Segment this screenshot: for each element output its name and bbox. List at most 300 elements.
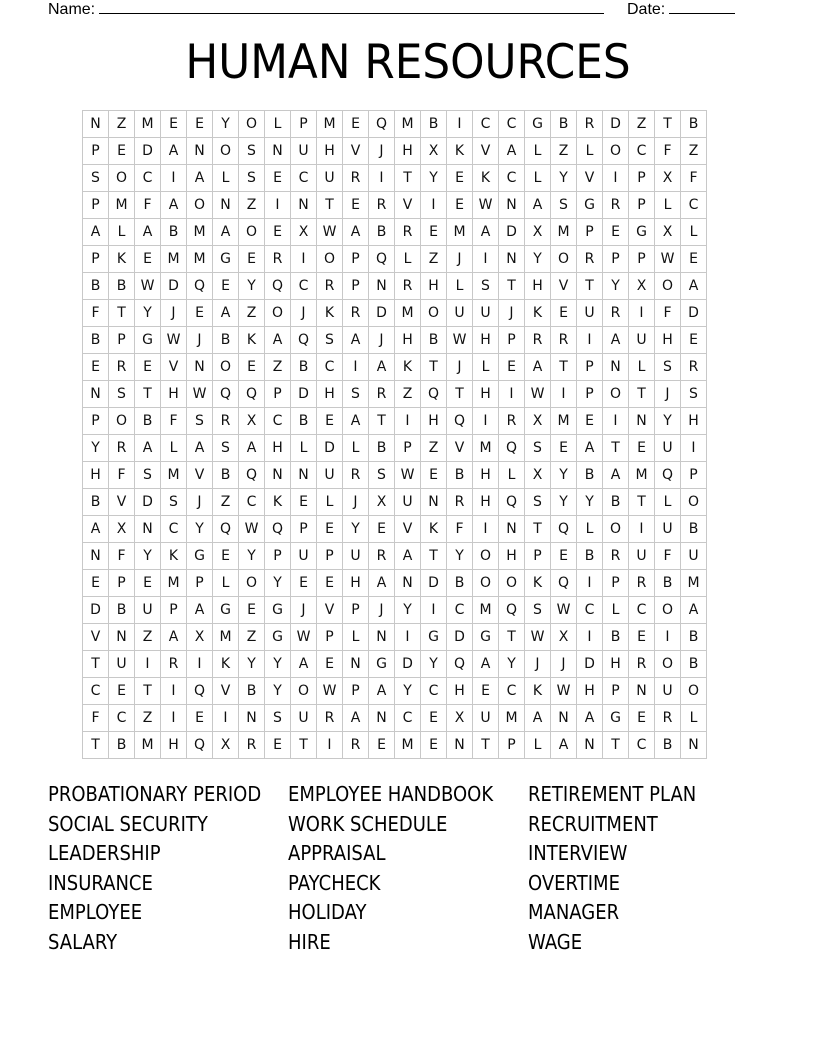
grid-cell[interactable]: T [83, 651, 109, 678]
grid-cell[interactable]: H [473, 489, 499, 516]
grid-cell[interactable]: N [265, 138, 291, 165]
grid-cell[interactable]: Q [499, 435, 525, 462]
grid-cell[interactable]: A [213, 300, 239, 327]
grid-cell[interactable]: X [369, 489, 395, 516]
grid-cell[interactable]: B [447, 462, 473, 489]
grid-cell[interactable]: X [655, 165, 681, 192]
grid-cell[interactable]: L [213, 570, 239, 597]
grid-cell[interactable]: C [317, 354, 343, 381]
grid-cell[interactable]: Z [239, 300, 265, 327]
grid-cell[interactable]: N [239, 705, 265, 732]
grid-cell[interactable]: Z [239, 624, 265, 651]
date-blank-line[interactable] [669, 0, 735, 14]
grid-cell[interactable]: E [421, 462, 447, 489]
grid-cell[interactable]: M [395, 300, 421, 327]
grid-cell[interactable]: E [291, 489, 317, 516]
grid-cell[interactable]: E [213, 273, 239, 300]
grid-cell[interactable]: N [629, 678, 655, 705]
grid-cell[interactable]: J [161, 300, 187, 327]
grid-cell[interactable]: A [187, 597, 213, 624]
grid-cell[interactable]: E [369, 516, 395, 543]
grid-cell[interactable]: A [525, 705, 551, 732]
grid-cell[interactable]: N [83, 543, 109, 570]
grid-cell[interactable]: P [603, 570, 629, 597]
grid-cell[interactable]: L [499, 462, 525, 489]
grid-cell[interactable]: L [525, 732, 551, 759]
grid-cell[interactable]: P [291, 111, 317, 138]
grid-cell[interactable]: B [135, 408, 161, 435]
grid-cell[interactable]: D [603, 111, 629, 138]
grid-cell[interactable]: Y [135, 300, 161, 327]
grid-cell[interactable]: R [317, 273, 343, 300]
grid-cell[interactable]: W [473, 192, 499, 219]
grid-cell[interactable]: P [317, 624, 343, 651]
grid-cell[interactable]: W [447, 327, 473, 354]
grid-cell[interactable]: N [83, 111, 109, 138]
grid-cell[interactable]: I [265, 192, 291, 219]
grid-cell[interactable]: B [109, 597, 135, 624]
grid-cell[interactable]: D [447, 624, 473, 651]
grid-cell[interactable]: U [629, 327, 655, 354]
grid-cell[interactable]: W [161, 327, 187, 354]
name-field[interactable] [48, 0, 604, 20]
grid-cell[interactable]: E [421, 705, 447, 732]
grid-cell[interactable]: H [317, 381, 343, 408]
grid-cell[interactable]: V [473, 138, 499, 165]
grid-cell[interactable]: Q [447, 651, 473, 678]
grid-cell[interactable]: P [603, 246, 629, 273]
grid-cell[interactable]: M [629, 462, 655, 489]
grid-cell[interactable]: B [655, 732, 681, 759]
grid-cell[interactable]: A [473, 651, 499, 678]
grid-cell[interactable]: Z [135, 624, 161, 651]
grid-cell[interactable]: C [291, 165, 317, 192]
grid-cell[interactable]: V [395, 516, 421, 543]
grid-cell[interactable]: H [421, 273, 447, 300]
grid-cell[interactable]: K [265, 489, 291, 516]
grid-cell[interactable]: Q [499, 597, 525, 624]
grid-cell[interactable]: B [291, 408, 317, 435]
grid-cell[interactable]: F [135, 192, 161, 219]
grid-cell[interactable]: C [577, 597, 603, 624]
grid-cell[interactable]: O [551, 246, 577, 273]
grid-cell[interactable]: I [395, 624, 421, 651]
grid-cell[interactable]: U [447, 300, 473, 327]
grid-cell[interactable]: T [395, 165, 421, 192]
grid-cell[interactable]: L [213, 165, 239, 192]
grid-cell[interactable]: U [291, 138, 317, 165]
grid-cell[interactable]: B [447, 570, 473, 597]
grid-cell[interactable]: P [343, 273, 369, 300]
grid-cell[interactable]: O [291, 678, 317, 705]
grid-cell[interactable]: O [265, 300, 291, 327]
grid-cell[interactable]: B [239, 678, 265, 705]
grid-cell[interactable]: Q [187, 732, 213, 759]
grid-cell[interactable]: H [317, 138, 343, 165]
grid-cell[interactable]: N [629, 408, 655, 435]
grid-cell[interactable]: C [109, 705, 135, 732]
grid-cell[interactable]: A [213, 219, 239, 246]
grid-cell[interactable]: X [187, 624, 213, 651]
grid-cell[interactable]: I [473, 246, 499, 273]
grid-cell[interactable]: P [161, 597, 187, 624]
grid-cell[interactable]: T [291, 732, 317, 759]
grid-cell[interactable]: B [369, 435, 395, 462]
grid-cell[interactable]: Y [135, 543, 161, 570]
grid-cell[interactable]: A [161, 138, 187, 165]
grid-cell[interactable]: H [343, 570, 369, 597]
grid-cell[interactable]: K [317, 300, 343, 327]
grid-cell[interactable]: M [213, 624, 239, 651]
grid-cell[interactable]: N [83, 381, 109, 408]
grid-cell[interactable]: K [525, 300, 551, 327]
grid-cell[interactable]: B [681, 651, 707, 678]
grid-cell[interactable]: E [265, 732, 291, 759]
grid-cell[interactable]: N [499, 516, 525, 543]
grid-cell[interactable]: E [135, 570, 161, 597]
grid-cell[interactable]: P [109, 570, 135, 597]
grid-cell[interactable]: I [317, 732, 343, 759]
grid-cell[interactable]: O [213, 354, 239, 381]
grid-cell[interactable]: N [109, 624, 135, 651]
grid-cell[interactable]: Y [421, 651, 447, 678]
grid-cell[interactable]: W [291, 624, 317, 651]
grid-cell[interactable]: O [109, 165, 135, 192]
grid-cell[interactable]: D [83, 597, 109, 624]
grid-cell[interactable]: C [161, 516, 187, 543]
grid-cell[interactable]: Q [265, 273, 291, 300]
grid-cell[interactable]: Q [369, 246, 395, 273]
grid-cell[interactable]: J [551, 651, 577, 678]
grid-cell[interactable]: R [629, 651, 655, 678]
grid-cell[interactable]: Z [421, 435, 447, 462]
grid-cell[interactable]: A [161, 192, 187, 219]
grid-cell[interactable]: Y [395, 678, 421, 705]
grid-cell[interactable]: M [473, 435, 499, 462]
grid-cell[interactable]: J [291, 597, 317, 624]
grid-cell[interactable]: Y [265, 651, 291, 678]
grid-cell[interactable]: V [447, 435, 473, 462]
date-field[interactable] [627, 0, 735, 20]
grid-cell[interactable]: R [317, 705, 343, 732]
grid-cell[interactable]: V [213, 678, 239, 705]
grid-cell[interactable]: I [161, 678, 187, 705]
grid-cell[interactable]: Q [265, 516, 291, 543]
grid-cell[interactable]: W [317, 219, 343, 246]
grid-cell[interactable]: E [369, 732, 395, 759]
grid-cell[interactable]: R [343, 732, 369, 759]
grid-cell[interactable]: H [395, 327, 421, 354]
grid-cell[interactable]: J [291, 300, 317, 327]
grid-cell[interactable]: R [499, 408, 525, 435]
grid-cell[interactable]: L [525, 165, 551, 192]
grid-cell[interactable]: Q [499, 489, 525, 516]
grid-cell[interactable]: B [83, 489, 109, 516]
grid-cell[interactable]: I [473, 516, 499, 543]
grid-cell[interactable]: Z [109, 111, 135, 138]
grid-cell[interactable]: M [161, 570, 187, 597]
grid-cell[interactable]: L [681, 705, 707, 732]
grid-cell[interactable]: P [577, 219, 603, 246]
grid-cell[interactable]: I [291, 246, 317, 273]
grid-cell[interactable]: M [317, 111, 343, 138]
grid-cell[interactable]: K [395, 354, 421, 381]
grid-cell[interactable]: E [239, 246, 265, 273]
grid-cell[interactable]: Y [343, 516, 369, 543]
grid-cell[interactable]: X [551, 624, 577, 651]
grid-cell[interactable]: G [629, 219, 655, 246]
grid-cell[interactable]: U [317, 165, 343, 192]
grid-cell[interactable]: R [265, 246, 291, 273]
grid-cell[interactable]: C [629, 597, 655, 624]
grid-cell[interactable]: F [655, 300, 681, 327]
grid-cell[interactable]: W [525, 624, 551, 651]
grid-cell[interactable]: D [291, 381, 317, 408]
grid-cell[interactable]: G [369, 651, 395, 678]
grid-cell[interactable]: F [655, 543, 681, 570]
grid-cell[interactable]: Q [369, 111, 395, 138]
grid-cell[interactable]: C [681, 192, 707, 219]
grid-cell[interactable]: O [239, 219, 265, 246]
grid-cell[interactable]: B [83, 273, 109, 300]
grid-cell[interactable]: M [161, 462, 187, 489]
grid-cell[interactable]: M [187, 219, 213, 246]
grid-cell[interactable]: P [577, 381, 603, 408]
grid-cell[interactable]: K [421, 516, 447, 543]
grid-cell[interactable]: M [473, 597, 499, 624]
grid-cell[interactable]: G [187, 543, 213, 570]
grid-cell[interactable]: C [291, 273, 317, 300]
grid-cell[interactable]: R [213, 408, 239, 435]
grid-cell[interactable]: B [291, 354, 317, 381]
grid-cell[interactable]: M [395, 111, 421, 138]
grid-cell[interactable]: J [187, 489, 213, 516]
grid-cell[interactable]: B [83, 327, 109, 354]
grid-cell[interactable]: U [395, 489, 421, 516]
grid-cell[interactable]: U [291, 705, 317, 732]
grid-cell[interactable]: P [109, 327, 135, 354]
grid-cell[interactable]: S [239, 138, 265, 165]
grid-cell[interactable]: I [473, 408, 499, 435]
grid-cell[interactable]: N [499, 192, 525, 219]
grid-cell[interactable]: E [109, 678, 135, 705]
grid-cell[interactable]: E [265, 219, 291, 246]
grid-cell[interactable]: A [369, 678, 395, 705]
grid-cell[interactable]: C [499, 165, 525, 192]
grid-cell[interactable]: V [395, 192, 421, 219]
grid-cell[interactable]: C [135, 165, 161, 192]
grid-cell[interactable]: D [577, 651, 603, 678]
grid-cell[interactable]: N [421, 489, 447, 516]
grid-cell[interactable]: F [447, 516, 473, 543]
grid-cell[interactable]: N [187, 354, 213, 381]
grid-cell[interactable]: B [109, 732, 135, 759]
grid-cell[interactable]: M [161, 246, 187, 273]
grid-cell[interactable]: E [135, 354, 161, 381]
grid-cell[interactable]: W [551, 678, 577, 705]
grid-cell[interactable]: H [473, 381, 499, 408]
grid-cell[interactable]: I [655, 624, 681, 651]
grid-cell[interactable]: R [395, 273, 421, 300]
grid-cell[interactable]: S [473, 273, 499, 300]
grid-cell[interactable]: E [577, 408, 603, 435]
grid-cell[interactable]: L [109, 219, 135, 246]
grid-cell[interactable]: O [421, 300, 447, 327]
grid-cell[interactable]: R [603, 192, 629, 219]
grid-cell[interactable]: N [395, 570, 421, 597]
grid-cell[interactable]: S [525, 597, 551, 624]
grid-cell[interactable]: H [473, 462, 499, 489]
grid-cell[interactable]: A [551, 732, 577, 759]
grid-cell[interactable]: L [629, 354, 655, 381]
grid-cell[interactable]: C [473, 111, 499, 138]
grid-cell[interactable]: C [629, 732, 655, 759]
grid-cell[interactable]: S [187, 408, 213, 435]
grid-cell[interactable]: C [265, 408, 291, 435]
grid-cell[interactable]: E [109, 138, 135, 165]
grid-cell[interactable]: A [187, 165, 213, 192]
grid-cell[interactable]: E [603, 219, 629, 246]
grid-cell[interactable]: A [577, 705, 603, 732]
grid-cell[interactable]: S [83, 165, 109, 192]
grid-cell[interactable]: A [603, 327, 629, 354]
grid-cell[interactable]: L [473, 354, 499, 381]
grid-cell[interactable]: K [525, 678, 551, 705]
grid-cell[interactable]: A [681, 597, 707, 624]
grid-cell[interactable]: H [395, 138, 421, 165]
grid-cell[interactable]: C [239, 489, 265, 516]
grid-cell[interactable]: N [577, 732, 603, 759]
grid-cell[interactable]: R [343, 462, 369, 489]
grid-cell[interactable]: O [681, 489, 707, 516]
grid-cell[interactable]: J [525, 651, 551, 678]
grid-cell[interactable]: P [265, 381, 291, 408]
grid-cell[interactable]: A [603, 462, 629, 489]
grid-cell[interactable]: A [681, 273, 707, 300]
grid-cell[interactable]: R [551, 327, 577, 354]
grid-cell[interactable]: E [629, 705, 655, 732]
grid-cell[interactable]: E [421, 219, 447, 246]
grid-cell[interactable]: V [577, 165, 603, 192]
grid-cell[interactable]: A [525, 192, 551, 219]
grid-cell[interactable]: C [629, 138, 655, 165]
grid-cell[interactable]: R [395, 219, 421, 246]
grid-cell[interactable]: P [265, 543, 291, 570]
grid-cell[interactable]: N [213, 192, 239, 219]
grid-cell[interactable]: T [109, 300, 135, 327]
grid-cell[interactable]: T [655, 111, 681, 138]
grid-cell[interactable]: A [499, 138, 525, 165]
grid-cell[interactable]: O [603, 516, 629, 543]
grid-cell[interactable]: H [577, 678, 603, 705]
grid-cell[interactable]: S [213, 435, 239, 462]
grid-cell[interactable]: B [577, 543, 603, 570]
grid-cell[interactable]: V [551, 273, 577, 300]
grid-cell[interactable]: S [525, 489, 551, 516]
grid-cell[interactable]: U [343, 543, 369, 570]
grid-cell[interactable]: Q [551, 516, 577, 543]
grid-cell[interactable]: U [655, 516, 681, 543]
grid-cell[interactable]: S [343, 381, 369, 408]
grid-cell[interactable]: S [317, 327, 343, 354]
grid-cell[interactable]: S [369, 462, 395, 489]
grid-cell[interactable]: T [499, 273, 525, 300]
grid-cell[interactable]: N [291, 462, 317, 489]
grid-cell[interactable]: P [187, 570, 213, 597]
grid-cell[interactable]: N [681, 732, 707, 759]
grid-cell[interactable]: W [135, 273, 161, 300]
grid-cell[interactable]: S [525, 435, 551, 462]
grid-cell[interactable]: V [343, 138, 369, 165]
grid-cell[interactable]: A [577, 435, 603, 462]
grid-cell[interactable]: P [83, 192, 109, 219]
grid-cell[interactable]: X [239, 408, 265, 435]
grid-cell[interactable]: N [265, 462, 291, 489]
grid-cell[interactable]: Y [213, 111, 239, 138]
grid-cell[interactable]: I [395, 408, 421, 435]
grid-cell[interactable]: E [187, 111, 213, 138]
grid-cell[interactable]: Q [447, 408, 473, 435]
grid-cell[interactable]: R [161, 651, 187, 678]
grid-cell[interactable]: L [343, 435, 369, 462]
grid-cell[interactable]: O [655, 273, 681, 300]
grid-cell[interactable]: R [577, 246, 603, 273]
grid-cell[interactable]: H [499, 543, 525, 570]
grid-cell[interactable]: G [213, 597, 239, 624]
grid-cell[interactable]: Z [629, 111, 655, 138]
grid-cell[interactable]: L [395, 246, 421, 273]
grid-cell[interactable]: R [343, 300, 369, 327]
grid-cell[interactable]: I [421, 597, 447, 624]
grid-cell[interactable]: N [551, 705, 577, 732]
grid-cell[interactable]: Z [135, 705, 161, 732]
grid-cell[interactable]: A [239, 435, 265, 462]
grid-cell[interactable]: Z [681, 138, 707, 165]
grid-cell[interactable]: R [343, 165, 369, 192]
grid-cell[interactable]: Q [291, 327, 317, 354]
grid-cell[interactable]: J [187, 327, 213, 354]
grid-cell[interactable]: T [473, 732, 499, 759]
grid-cell[interactable]: W [239, 516, 265, 543]
grid-cell[interactable]: T [369, 408, 395, 435]
grid-cell[interactable]: O [239, 111, 265, 138]
grid-cell[interactable]: H [161, 381, 187, 408]
grid-cell[interactable]: I [135, 651, 161, 678]
grid-cell[interactable]: A [83, 516, 109, 543]
name-blank-line[interactable] [99, 0, 604, 14]
grid-cell[interactable]: N [369, 624, 395, 651]
grid-cell[interactable]: T [499, 624, 525, 651]
grid-cell[interactable]: D [317, 435, 343, 462]
grid-cell[interactable]: N [369, 273, 395, 300]
grid-cell[interactable]: W [187, 381, 213, 408]
grid-cell[interactable]: F [109, 543, 135, 570]
grid-cell[interactable]: B [577, 462, 603, 489]
grid-cell[interactable]: W [525, 381, 551, 408]
grid-cell[interactable]: D [135, 138, 161, 165]
grid-cell[interactable]: A [343, 705, 369, 732]
grid-cell[interactable]: I [603, 408, 629, 435]
grid-cell[interactable]: L [577, 516, 603, 543]
grid-cell[interactable]: N [343, 651, 369, 678]
grid-cell[interactable]: O [239, 570, 265, 597]
grid-cell[interactable]: R [109, 354, 135, 381]
grid-cell[interactable]: O [603, 138, 629, 165]
grid-cell[interactable]: H [83, 462, 109, 489]
grid-cell[interactable]: E [551, 435, 577, 462]
grid-cell[interactable]: H [655, 327, 681, 354]
grid-cell[interactable]: U [109, 651, 135, 678]
